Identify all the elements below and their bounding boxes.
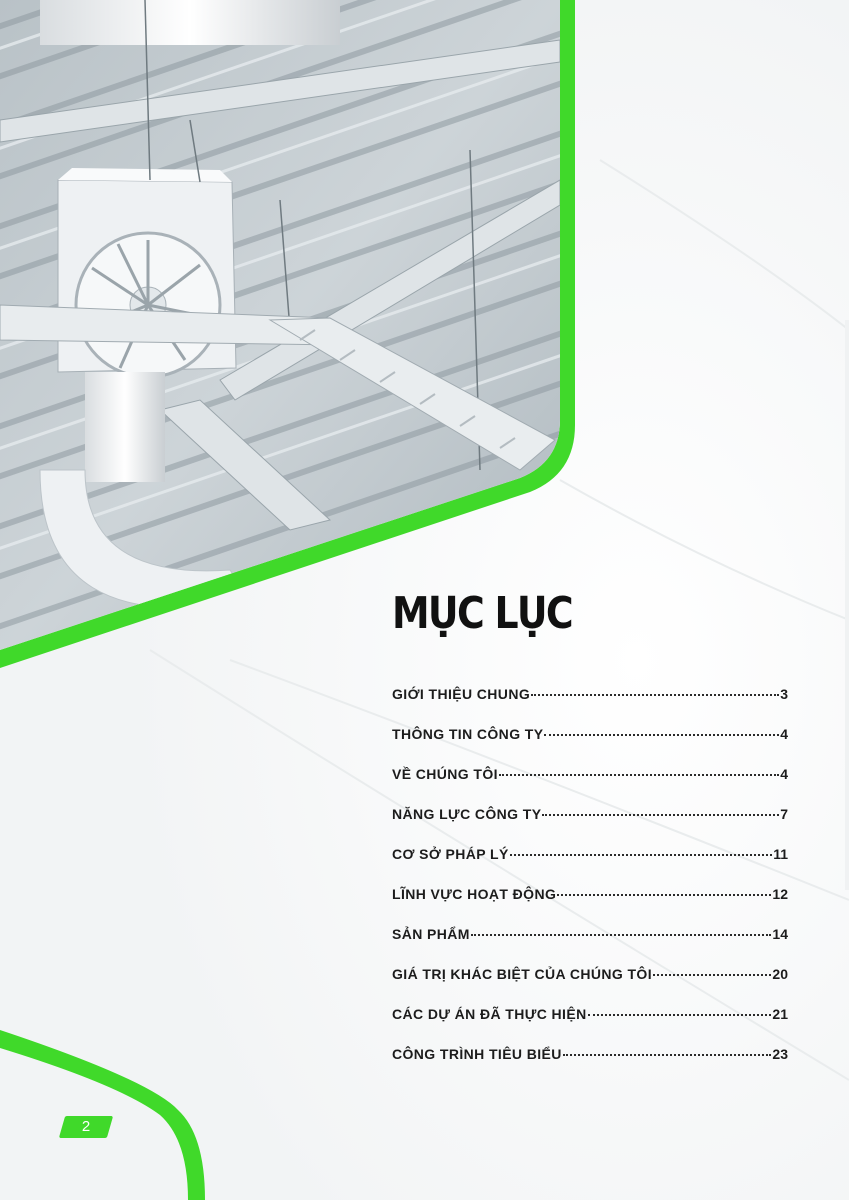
toc-entry[interactable]	[392, 726, 788, 766]
toc-entry[interactable]	[392, 1006, 788, 1046]
toc-entry-label: CƠ SỞ PHÁP LÝ	[392, 846, 509, 862]
toc-entry-label: CÁC DỰ ÁN ĐÃ THỰC HIỆN	[392, 1006, 587, 1022]
toc-entry[interactable]	[392, 766, 788, 806]
toc-entry[interactable]	[392, 966, 788, 1006]
toc-entry-page: 11	[773, 846, 788, 862]
toc-dot-leader	[653, 974, 771, 976]
toc-entry-label: NĂNG LỰC CÔNG TY	[392, 806, 542, 822]
toc-entry[interactable]	[392, 886, 788, 926]
toc-entry-page: 23	[772, 1046, 788, 1062]
toc-entry[interactable]	[392, 846, 788, 886]
toc-dot-leader	[544, 734, 779, 736]
page-number: 2	[81, 1118, 91, 1135]
toc-dot-leader	[557, 894, 771, 896]
toc-dot-leader	[531, 694, 779, 696]
toc-entry-page: 20	[772, 966, 788, 982]
table-of-contents	[392, 686, 788, 1086]
toc-entry-page: 7	[780, 806, 788, 822]
toc-entry-page: 14	[772, 926, 788, 942]
toc-entry-label: GIỚI THIỆU CHUNG	[392, 686, 531, 702]
toc-dot-leader	[510, 854, 772, 856]
right-edge-shade	[845, 320, 849, 890]
toc-entry-page: 12	[772, 886, 788, 902]
toc-dot-leader	[499, 774, 779, 776]
toc-entry-page: 4	[780, 766, 788, 782]
toc-entry-page: 21	[772, 1006, 788, 1022]
toc-dot-leader	[471, 934, 772, 936]
toc-entry[interactable]	[392, 926, 788, 966]
toc-dot-leader	[588, 1014, 772, 1016]
toc-dot-leader	[563, 1054, 772, 1056]
toc-entry-page: 3	[780, 686, 788, 702]
toc-entry[interactable]	[392, 686, 788, 726]
toc-entry-label: GIÁ TRỊ KHÁC BIỆT CỦA CHÚNG TÔI	[392, 966, 652, 982]
toc-entry[interactable]	[392, 806, 788, 846]
toc-entry-label: VỀ CHÚNG TÔI	[392, 766, 498, 782]
toc-entry-label: SẢN PHẨM	[392, 926, 470, 942]
toc-entry-label: CÔNG TRÌNH TIÊU BIỂU	[392, 1046, 562, 1062]
toc-entry-label: THÔNG TIN CÔNG TY	[392, 726, 544, 742]
toc-entry[interactable]	[392, 1046, 788, 1086]
toc-dot-leader	[542, 814, 779, 816]
toc-entry-label: LĨNH VỰC HOẠT ĐỘNG	[392, 886, 557, 902]
page-title: MỤC LỤC	[392, 588, 572, 639]
toc-entry-page: 4	[780, 726, 788, 742]
